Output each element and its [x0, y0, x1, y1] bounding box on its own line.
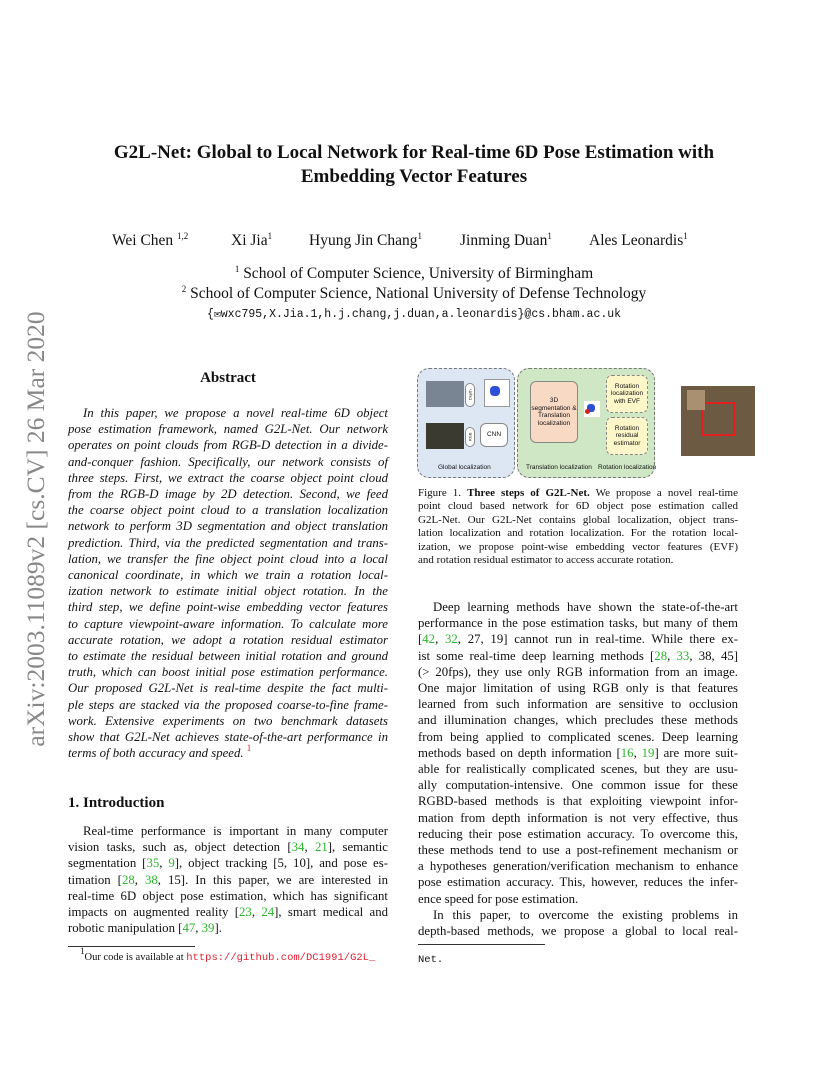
intro-line: impacts on augmented reality [23, 24], smart medical and: [68, 905, 388, 920]
figure-1: [417, 368, 760, 480]
translation-rotation-box: [517, 368, 655, 478]
right-line: methods based on depth information [16, 19] are more suit-: [418, 745, 738, 760]
abstract-last-line: terms of both accuracy and speed. $^1$: [68, 743, 252, 761]
citation[interactable]: 21: [314, 840, 328, 855]
abstract-line: work. Extensive experiments on two benchmark datasets: [68, 713, 388, 728]
cnn-block: CNN: [480, 423, 508, 447]
paper-title-line1: G2L-Net: Global to Local Network for Real-time 6D Pose Estimation with: [113, 142, 715, 163]
right-line: Deep learning methods have shown the state-of-the-art: [433, 600, 738, 614]
abstract-line: pose estimation framework, named G2L-Net. Our network: [68, 422, 388, 437]
abstract-line: lation, we transfer the fine object point cloud into a local: [68, 551, 388, 566]
affiliation-1: $^1$ School of Computer Science, University of Birmingham: [234, 264, 594, 282]
intro-line: real-time 6D object pose estimation, which has significant: [68, 888, 388, 903]
rgb-image: [426, 423, 464, 449]
abstract-line: show that G2L-Net achieves state-of-the-art performance in: [68, 730, 388, 745]
right-column-body: [418, 599, 738, 939]
author-5: Ales Leonardis$^1$: [589, 231, 688, 249]
citation[interactable]: 16: [620, 745, 634, 760]
arxiv-stamp: arXiv:2003.11089v2 [cs.CV] 26 Mar 2020: [21, 311, 50, 747]
depth-image: [426, 381, 464, 407]
citation[interactable]: 47: [182, 921, 196, 936]
citation[interactable]: 33: [676, 648, 690, 663]
rotation-evf-block: Rotation localization with EVF: [606, 375, 648, 413]
right-line: mation from depth information is not very effective, thus: [418, 810, 738, 825]
abstract-line: from the RGB-D image by 2D detection. Second, we feed: [68, 487, 388, 502]
abstract-line: to estimate the residual between initial rotation and ground: [68, 649, 388, 664]
caption-line: Figure 1. Three steps of G2L-Net. We propose a novel real-time: [418, 487, 738, 499]
right-line: these methods tend to use a post-refinement mechanism or: [418, 843, 738, 858]
citation[interactable]: 32: [444, 632, 458, 647]
footnote: $^1$Our code is available at https://github.com/DC1991/G2L_: [80, 946, 376, 964]
author-2: Xi Jia$^1$: [231, 231, 273, 249]
result-image: [681, 386, 755, 456]
right-line: RGBD-based methods is that exploiting viewpoint infor-: [418, 794, 738, 809]
abstract-line: Our proposed G2L-Net is real-time despite the fact multi-: [68, 681, 388, 696]
intro-line: vision tasks, such as, object detection [34, 21], semantic: [68, 840, 388, 855]
abstract-line: canonical coordinate, in which we train a rotation local-: [68, 568, 388, 583]
right-line: learned from such information are sensitive to occlusion: [418, 697, 738, 712]
citation[interactable]: 34: [291, 840, 305, 855]
right-last-line: ence speed for pose estimation.: [418, 891, 579, 906]
right-line: a hypotheses generation/verification mechanism to enhance: [418, 859, 738, 874]
abstract-line: the coarse object point cloud to a translation localization: [68, 503, 388, 518]
right-line: and illumination changes, which precludes these methods: [418, 713, 738, 728]
right-line: [42, 32, 27, 19] cannot run in real-time. While there ex-: [418, 632, 738, 647]
caption-line: G2L-Net. Our G2L-Net contains global localization, object trans-: [418, 513, 738, 526]
abstract-line: accurate rotation, we adopt a rotation residual estimator: [68, 632, 388, 647]
right-line: performance in the pose estimation tasks, but many of them: [418, 616, 738, 631]
intro-line: robotic manipulation [47, 39].: [68, 921, 222, 936]
citation[interactable]: 42: [422, 632, 436, 647]
author-emails: {✉wxc795,X.Jia.1,h.j.chang,j.duan,a.leonardis}@cs.bham.ac.uk: [206, 308, 622, 321]
segmented-cloud: [584, 401, 600, 417]
figure-caption: [418, 487, 738, 567]
intro-line: segmentation [35, 9], object tracking [5, 10], and pose es-: [68, 856, 388, 871]
intro-body: [68, 823, 388, 936]
depth-tag: Depth: [465, 383, 475, 407]
abstract-heading: Abstract: [200, 370, 256, 386]
abstract-line: ple steps are stacked via the proposed coarse-to-fine frame-: [68, 697, 388, 712]
right-line: able for realistically complicated scenes, but they are usu-: [418, 762, 738, 777]
translation-localization-label: Translation localization: [526, 464, 592, 471]
abstract-line: prediction. Third, via the predicted segmentation and trans-: [68, 535, 388, 550]
right-line: One major limitation of using RGB only is that features: [418, 681, 738, 696]
abstract-body: [68, 405, 388, 761]
caption-line: ization, we propose point-wise embedding vector features (EVF): [418, 540, 738, 553]
citation[interactable]: 28: [654, 648, 668, 663]
abstract-line: three steps. First, we extract the coarse object point cloud: [68, 470, 388, 485]
right-p2-line: In this paper, to overcome the existing problems in: [433, 907, 738, 922]
rotation-localization-label: Rotation localization: [598, 464, 657, 471]
author-1: Wei Chen $^{1,2}$: [112, 231, 189, 249]
abstract-line: third step, we define point-wise embedding vector features: [68, 600, 388, 615]
intro-line: timation [28, 38, 15]. In this paper, we are interested in: [68, 872, 388, 887]
footnote-url[interactable]: https://github.com/DC1991/G2L_: [186, 952, 376, 964]
footnote-url-cont: Net.: [418, 954, 444, 966]
citation[interactable]: 24: [261, 905, 275, 920]
caption-last-line: and rotation residual estimator to access accurate rotation.: [418, 554, 674, 567]
citation[interactable]: 9: [168, 856, 175, 871]
abstract-line: and-conquer fashion. Specifically, our network consists of: [68, 454, 388, 469]
intro-line: Real-time performance is important in many computer: [83, 824, 388, 838]
caption-line: lation localization and rotation localization. For the rotation local-: [418, 527, 738, 540]
caption-line: point cloud based network for 6D object pose estimation called: [418, 500, 738, 513]
author-4: Jinming Duan$^1$: [460, 231, 552, 249]
abstract-line: to capture viewpoint-aware information. To calculate more: [68, 616, 388, 631]
right-line: pose estimation accuracy. This, however, reduces the infer-: [418, 875, 738, 890]
right-line: ist some real-time deep learning methods [28, 33, 38, 45]: [418, 648, 738, 663]
abstract-line: ization network to estimate initial object rotation. In the: [68, 584, 388, 599]
right-line: ally computation-intensive. One common issue for these: [418, 778, 738, 793]
citation[interactable]: 28: [121, 872, 135, 887]
footnote-rule: [68, 946, 195, 947]
global-localization-box: [417, 368, 515, 478]
citation[interactable]: 35: [146, 856, 160, 871]
affiliation-2: $^2$ School of Computer Science, National University of Defense Technology: [181, 284, 647, 302]
abstract-line: In this paper, we propose a novel real-time 6D object: [83, 406, 388, 420]
abstract-line: network to perform 3D segmentation and object translation: [68, 519, 388, 534]
abstract-line: operates on point clouds from RGB-D detection in a divide-: [68, 438, 388, 453]
right-p2-line: depth-based methods, we propose a global to local real-: [418, 924, 738, 939]
segmentation-block: 3D segmentation & Translation localization: [530, 381, 578, 443]
abstract-line: truth, which can boost initial pose estimation performance.: [68, 665, 388, 680]
citation[interactable]: 39: [201, 921, 215, 936]
global-localization-label: Global localization: [438, 464, 491, 471]
right-line: from being applied to complicated scenes. Deep learning: [418, 729, 738, 744]
right-line: (> 20fps), they use only RGB information from an image.: [418, 664, 738, 679]
right-line: reducing their pose estimation accuracy. To overcome this,: [418, 826, 738, 841]
point-cloud-thumb: [484, 379, 510, 407]
paper-title-line2: Embedding Vector Features: [300, 166, 528, 187]
footnote-rule-right: [418, 944, 545, 945]
citation[interactable]: 38: [144, 872, 158, 887]
intro-heading: 1. Introduction: [68, 795, 165, 811]
citation[interactable]: 19: [641, 745, 655, 760]
rotation-residual-block: Rotation residual estimator: [606, 417, 648, 455]
author-3: Hyung Jin Chang$^1$: [309, 231, 422, 249]
rgb-tag: RGB: [465, 427, 475, 447]
citation[interactable]: 23: [239, 905, 252, 920]
